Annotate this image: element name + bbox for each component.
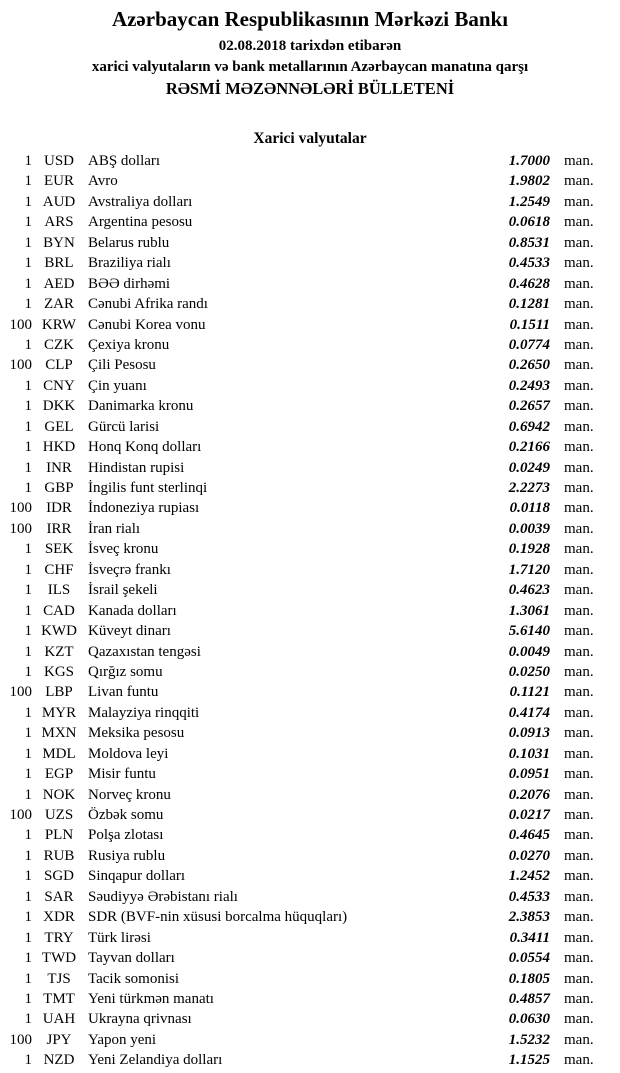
rate-unit: man. [564, 847, 594, 864]
rate-unit: man. [564, 275, 594, 292]
rate-value: 0.3411 [509, 929, 550, 946]
currency-code: MDL [42, 745, 76, 762]
currency-row [0, 621, 620, 641]
currency-row [0, 274, 620, 294]
rate-unit: man. [564, 1011, 594, 1028]
currency-name: İsveçrə frankı [88, 561, 171, 578]
currency-row [0, 907, 620, 927]
rate-unit: man. [564, 1052, 594, 1069]
rate-unit: man. [564, 439, 594, 456]
currency-row [0, 744, 620, 764]
currency-row [0, 682, 620, 702]
row-quantity: 100 [9, 520, 32, 537]
rate-unit: man. [564, 541, 594, 558]
rate-unit: man. [564, 929, 594, 946]
row-quantity: 100 [9, 357, 32, 374]
row-quantity: 1 [24, 745, 32, 762]
currency-row [0, 417, 620, 437]
row-quantity: 100 [9, 316, 32, 333]
currency-code: MXN [41, 725, 77, 742]
row-quantity: 1 [24, 868, 32, 885]
currency-row [0, 846, 620, 866]
currency-code: AED [43, 275, 75, 292]
rate-value: 0.2657 [508, 398, 550, 415]
rate-value: 0.0630 [508, 1011, 550, 1028]
currency-row [0, 1050, 620, 1070]
row-quantity: 1 [24, 1011, 32, 1028]
rate-unit: man. [564, 561, 594, 578]
currency-row [0, 396, 620, 416]
rate-value: 0.0774 [508, 336, 550, 353]
row-quantity: 1 [24, 950, 32, 967]
rate-value: 1.2452 [508, 868, 550, 885]
currency-code: KZT [44, 643, 74, 660]
rate-unit: man. [564, 888, 594, 905]
currency-code: TRY [44, 929, 74, 946]
rate-value: 0.2076 [508, 786, 550, 803]
currency-code: KGS [43, 663, 74, 680]
currency-code: ILS [47, 582, 71, 599]
row-quantity: 1 [24, 582, 32, 599]
rate-unit: man. [564, 643, 594, 660]
row-quantity: 100 [9, 500, 32, 517]
currency-code: EUR [44, 173, 74, 190]
currency-name: Türk lirəsi [88, 929, 151, 946]
currency-row [0, 335, 620, 355]
rate-value: 0.4623 [508, 582, 550, 599]
currency-name: Səudiyyə Ərəbistanı rialı [88, 888, 238, 905]
currency-code: SGD [43, 868, 74, 885]
currency-name: Avro [88, 173, 118, 190]
rate-unit: man. [564, 418, 594, 435]
rate-value: 0.4174 [508, 704, 550, 721]
currency-name: Malayziya rinqqiti [88, 704, 200, 721]
currency-name: Hindistan rupisi [88, 459, 185, 476]
rate-value: 0.0270 [508, 847, 550, 864]
currency-name: Avstraliya dolları [88, 193, 193, 210]
currency-name: Braziliya rialı [88, 255, 171, 272]
rate-value: 1.9802 [508, 173, 550, 190]
currency-row [0, 825, 620, 845]
row-quantity: 1 [24, 459, 32, 476]
rate-value: 5.6140 [508, 623, 550, 640]
currency-row [0, 1030, 620, 1050]
row-quantity: 1 [24, 888, 32, 905]
currency-row [0, 805, 620, 825]
currency-name: Çexiya kronu [88, 336, 170, 353]
currency-name: Honq Konq dolları [88, 439, 202, 456]
currency-row [0, 437, 620, 457]
currency-code: XDR [43, 909, 75, 926]
rate-unit: man. [564, 357, 594, 374]
currency-row [0, 969, 620, 989]
currency-code: BYN [43, 234, 75, 251]
currency-name: Küveyt dinarı [88, 623, 171, 640]
currency-name: Danimarka kronu [88, 398, 194, 415]
currency-name: Gürcü larisi [88, 418, 160, 435]
currency-name: SDR (BVF-nin xüsusi borcalma hüquqları) [88, 909, 348, 926]
currency-name: İngilis funt sterlinqi [88, 480, 208, 496]
row-quantity: 1 [24, 725, 32, 742]
currency-row [0, 948, 620, 968]
rate-value: 0.0250 [508, 663, 550, 680]
rate-value: 0.0618 [508, 214, 550, 231]
rate-unit: man. [564, 255, 594, 272]
rate-unit: man. [564, 602, 594, 619]
currency-code: NOK [42, 786, 76, 803]
rate-value: 1.7000 [508, 153, 550, 169]
currency-code: NZD [43, 1052, 75, 1069]
currency-name: Misir funtu [88, 766, 156, 783]
currency-name: Cənubi Afrika randı [88, 296, 208, 313]
rate-unit: man. [564, 786, 594, 803]
rate-value: 0.4533 [508, 888, 550, 905]
row-quantity: 1 [24, 255, 32, 272]
row-quantity: 1 [24, 234, 32, 251]
bulletin-title: RƏSMİ MƏZƏNNƏLƏRİ BÜLLETENİ [165, 79, 455, 98]
row-quantity: 1 [24, 480, 32, 496]
currency-code: HKD [42, 439, 76, 456]
rate-value: 0.0554 [508, 950, 550, 967]
rate-unit: man. [564, 970, 594, 987]
currency-code: IDR [46, 500, 72, 517]
rate-unit: man. [564, 663, 594, 680]
rate-value: 0.0118 [509, 500, 550, 517]
effective-date-line: 02.08.2018 tarixdən etibarən [218, 38, 402, 54]
rate-unit: man. [564, 173, 594, 190]
section-title-foreign-currencies: Xarici valyutalar [253, 130, 367, 147]
currency-name: Livan funtu [88, 684, 159, 701]
rate-unit: man. [564, 214, 594, 231]
currency-code: IRR [46, 520, 72, 537]
currency-code: TMT [43, 990, 75, 1007]
row-quantity: 1 [24, 602, 32, 619]
currency-row [0, 294, 620, 314]
rate-value: 0.4628 [508, 275, 550, 292]
currency-name: Polşa zlotası [88, 827, 164, 844]
rate-value: 0.4857 [508, 990, 550, 1007]
currency-row [0, 703, 620, 723]
row-quantity: 1 [24, 929, 32, 946]
rate-unit: man. [564, 684, 594, 701]
rate-value: 1.5232 [508, 1031, 550, 1048]
rate-unit: man. [564, 153, 594, 169]
currency-code: MYR [41, 704, 77, 721]
currency-name: İsrail şekeli [88, 582, 158, 599]
currency-row [0, 764, 620, 784]
currency-row [0, 785, 620, 805]
row-quantity: 1 [24, 643, 32, 660]
currency-code: CAD [43, 602, 75, 619]
rate-value: 0.1281 [508, 296, 550, 313]
currency-name: Argentina pesosu [88, 214, 193, 231]
currency-name: Yeni Zelandiya dolları [88, 1052, 223, 1069]
currency-code: CHF [44, 561, 74, 578]
row-quantity: 1 [24, 153, 32, 169]
row-quantity: 1 [24, 214, 32, 231]
currency-name: Meksika pesosu [88, 725, 185, 742]
currency-code: GBP [44, 480, 74, 496]
currency-code: UAH [42, 1011, 76, 1028]
currency-code: SAR [44, 888, 74, 905]
rate-unit: man. [564, 868, 594, 885]
row-quantity: 1 [24, 418, 32, 435]
currency-name: İndoneziya rupiası [88, 500, 200, 517]
row-quantity: 1 [24, 561, 32, 578]
currency-row [0, 171, 620, 191]
currency-name: Kanada dolları [88, 602, 177, 619]
currency-table [0, 151, 620, 1071]
rate-value: 0.1928 [508, 541, 550, 558]
currency-name: Moldova leyi [88, 745, 169, 762]
currency-code: AUD [42, 193, 76, 210]
currency-code: CLP [45, 357, 73, 374]
currency-code: ARS [44, 214, 74, 231]
currency-code: USD [43, 153, 74, 169]
currency-code: UZS [44, 807, 74, 823]
row-quantity: 1 [24, 623, 32, 640]
currency-row [0, 928, 620, 948]
row-quantity: 1 [24, 1052, 32, 1069]
currency-code: KRW [41, 316, 77, 333]
rate-unit: man. [564, 500, 594, 517]
rate-value: 0.1511 [509, 316, 550, 333]
currency-code: EGP [44, 766, 74, 783]
row-quantity: 1 [24, 909, 32, 926]
currency-code: DKK [42, 398, 76, 415]
rate-value: 0.1121 [509, 684, 550, 701]
bank-name-title: Azərbaycan Respublikasının Mərkəzi Bankı [111, 7, 509, 31]
rate-unit: man. [564, 582, 594, 599]
rate-unit: man. [564, 377, 594, 394]
rate-value: 0.0217 [508, 807, 550, 823]
row-quantity: 1 [24, 398, 32, 415]
row-quantity: 1 [24, 970, 32, 987]
currency-name: Sinqapur dolları [88, 868, 186, 885]
currency-row [0, 989, 620, 1009]
rate-value: 1.1525 [508, 1052, 550, 1069]
rate-value: 1.2549 [508, 193, 550, 210]
row-quantity: 1 [24, 296, 32, 313]
row-quantity: 100 [9, 684, 32, 701]
document-header [0, 0, 620, 100]
rate-unit: man. [564, 316, 594, 333]
rate-value: 1.3061 [508, 602, 550, 619]
row-quantity: 1 [24, 704, 32, 721]
rate-unit: man. [564, 704, 594, 721]
currency-row [0, 355, 620, 375]
currency-name: Norveç kronu [88, 786, 171, 803]
currency-code: LBP [45, 684, 73, 701]
rate-unit: man. [564, 950, 594, 967]
currency-name: Ukrayna qrivnası [88, 1011, 192, 1028]
currency-row [0, 498, 620, 518]
currency-row [0, 151, 620, 171]
currency-row [0, 233, 620, 253]
rate-value: 0.2166 [508, 439, 550, 456]
currency-row [0, 887, 620, 907]
row-quantity: 1 [24, 990, 32, 1007]
rate-value: 0.2493 [508, 377, 550, 394]
row-quantity: 1 [24, 786, 32, 803]
currency-name: Tayvan dolları [88, 950, 175, 967]
rate-unit: man. [564, 807, 594, 823]
currency-code: TJS [47, 970, 71, 987]
currency-name: Rusiya rublu [88, 847, 166, 864]
currency-row [0, 212, 620, 232]
currency-name: Qırğız somu [88, 663, 163, 680]
currency-row [0, 253, 620, 273]
row-quantity: 100 [9, 1031, 32, 1048]
currency-row [0, 642, 620, 662]
rate-unit: man. [564, 623, 594, 640]
currency-code: SEK [44, 541, 74, 558]
currency-row [0, 539, 620, 559]
rate-unit: man. [564, 990, 594, 1007]
row-quantity: 1 [24, 541, 32, 558]
rate-unit: man. [564, 827, 594, 844]
row-quantity: 1 [24, 336, 32, 353]
rate-unit: man. [564, 234, 594, 251]
currency-row [0, 376, 620, 396]
currency-name: Cənubi Korea vonu [88, 316, 206, 333]
currency-row [0, 601, 620, 621]
currency-name: İsveç kronu [88, 541, 159, 558]
rate-value: 0.8531 [508, 234, 550, 251]
currency-row [0, 519, 620, 539]
rate-unit: man. [564, 336, 594, 353]
currency-code: GEL [44, 418, 74, 435]
currency-name: Qazaxıstan tengəsi [88, 643, 201, 660]
header-subtitle: xarici valyutaların və bank metallarının Azərbaycan manatına qarşı [91, 59, 529, 75]
currency-name: İran rialı [88, 520, 141, 537]
currency-code: JPY [46, 1031, 72, 1048]
row-quantity: 1 [24, 173, 32, 190]
currency-code: CNY [43, 377, 75, 394]
rate-value: 0.0049 [508, 643, 550, 660]
rate-unit: man. [564, 1031, 594, 1048]
currency-row [0, 458, 620, 478]
currency-code: INR [46, 459, 72, 476]
rate-value: 0.2650 [508, 357, 550, 374]
row-quantity: 1 [24, 827, 32, 844]
rate-unit: man. [564, 520, 594, 537]
row-quantity: 1 [24, 377, 32, 394]
row-quantity: 1 [24, 193, 32, 210]
rate-value: 0.4533 [508, 255, 550, 272]
currency-name: Yapon yeni [88, 1031, 157, 1048]
rate-value: 0.4645 [508, 827, 550, 844]
row-quantity: 1 [24, 275, 32, 292]
rate-value: 0.0913 [508, 725, 550, 742]
currency-row [0, 1009, 620, 1029]
rate-unit: man. [564, 909, 594, 926]
rate-unit: man. [564, 398, 594, 415]
rate-value: 2.3853 [508, 909, 550, 926]
row-quantity: 1 [24, 847, 32, 864]
currency-code: CZK [44, 336, 74, 353]
rate-value: 0.1805 [508, 970, 550, 987]
row-quantity: 100 [9, 807, 32, 823]
currency-code: BRL [44, 255, 74, 272]
currency-name: Çili Pesosu [88, 357, 156, 374]
rate-unit: man. [564, 459, 594, 476]
currency-name: ABŞ dolları [88, 153, 161, 169]
currency-row [0, 723, 620, 743]
currency-row [0, 315, 620, 335]
currency-code: PLN [44, 827, 74, 844]
rate-unit: man. [564, 725, 594, 742]
currency-code: KWD [41, 623, 77, 640]
row-quantity: 1 [24, 439, 32, 456]
currency-code: ZAR [44, 296, 74, 313]
rate-unit: man. [564, 480, 594, 496]
rate-unit: man. [564, 745, 594, 762]
rate-value: 0.0039 [508, 520, 550, 537]
currency-name: Yeni türkmən manatı [88, 990, 214, 1007]
row-quantity: 1 [24, 663, 32, 680]
currency-row [0, 580, 620, 600]
currency-row [0, 560, 620, 580]
currency-row [0, 866, 620, 886]
rate-value: 0.0951 [508, 766, 550, 783]
currency-name: Özbək somu [88, 807, 164, 823]
rate-value: 1.7120 [508, 561, 550, 578]
currency-code: TWD [41, 950, 77, 967]
currency-row [0, 192, 620, 212]
currency-row [0, 662, 620, 682]
rate-unit: man. [564, 296, 594, 313]
currency-code: RUB [43, 847, 75, 864]
rate-value: 0.1031 [508, 745, 550, 762]
row-quantity: 1 [24, 766, 32, 783]
rate-unit: man. [564, 193, 594, 210]
currency-name: Belarus rublu [88, 234, 170, 251]
currency-name: BƏƏ dirhəmi [88, 275, 171, 292]
rate-unit: man. [564, 766, 594, 783]
currency-name: Çin yuanı [88, 377, 147, 394]
currency-name: Tacik somonisi [88, 970, 180, 987]
rate-value: 2.2273 [508, 480, 550, 496]
currency-row [0, 478, 620, 498]
rate-value: 0.6942 [508, 418, 550, 435]
rate-value: 0.0249 [508, 459, 550, 476]
